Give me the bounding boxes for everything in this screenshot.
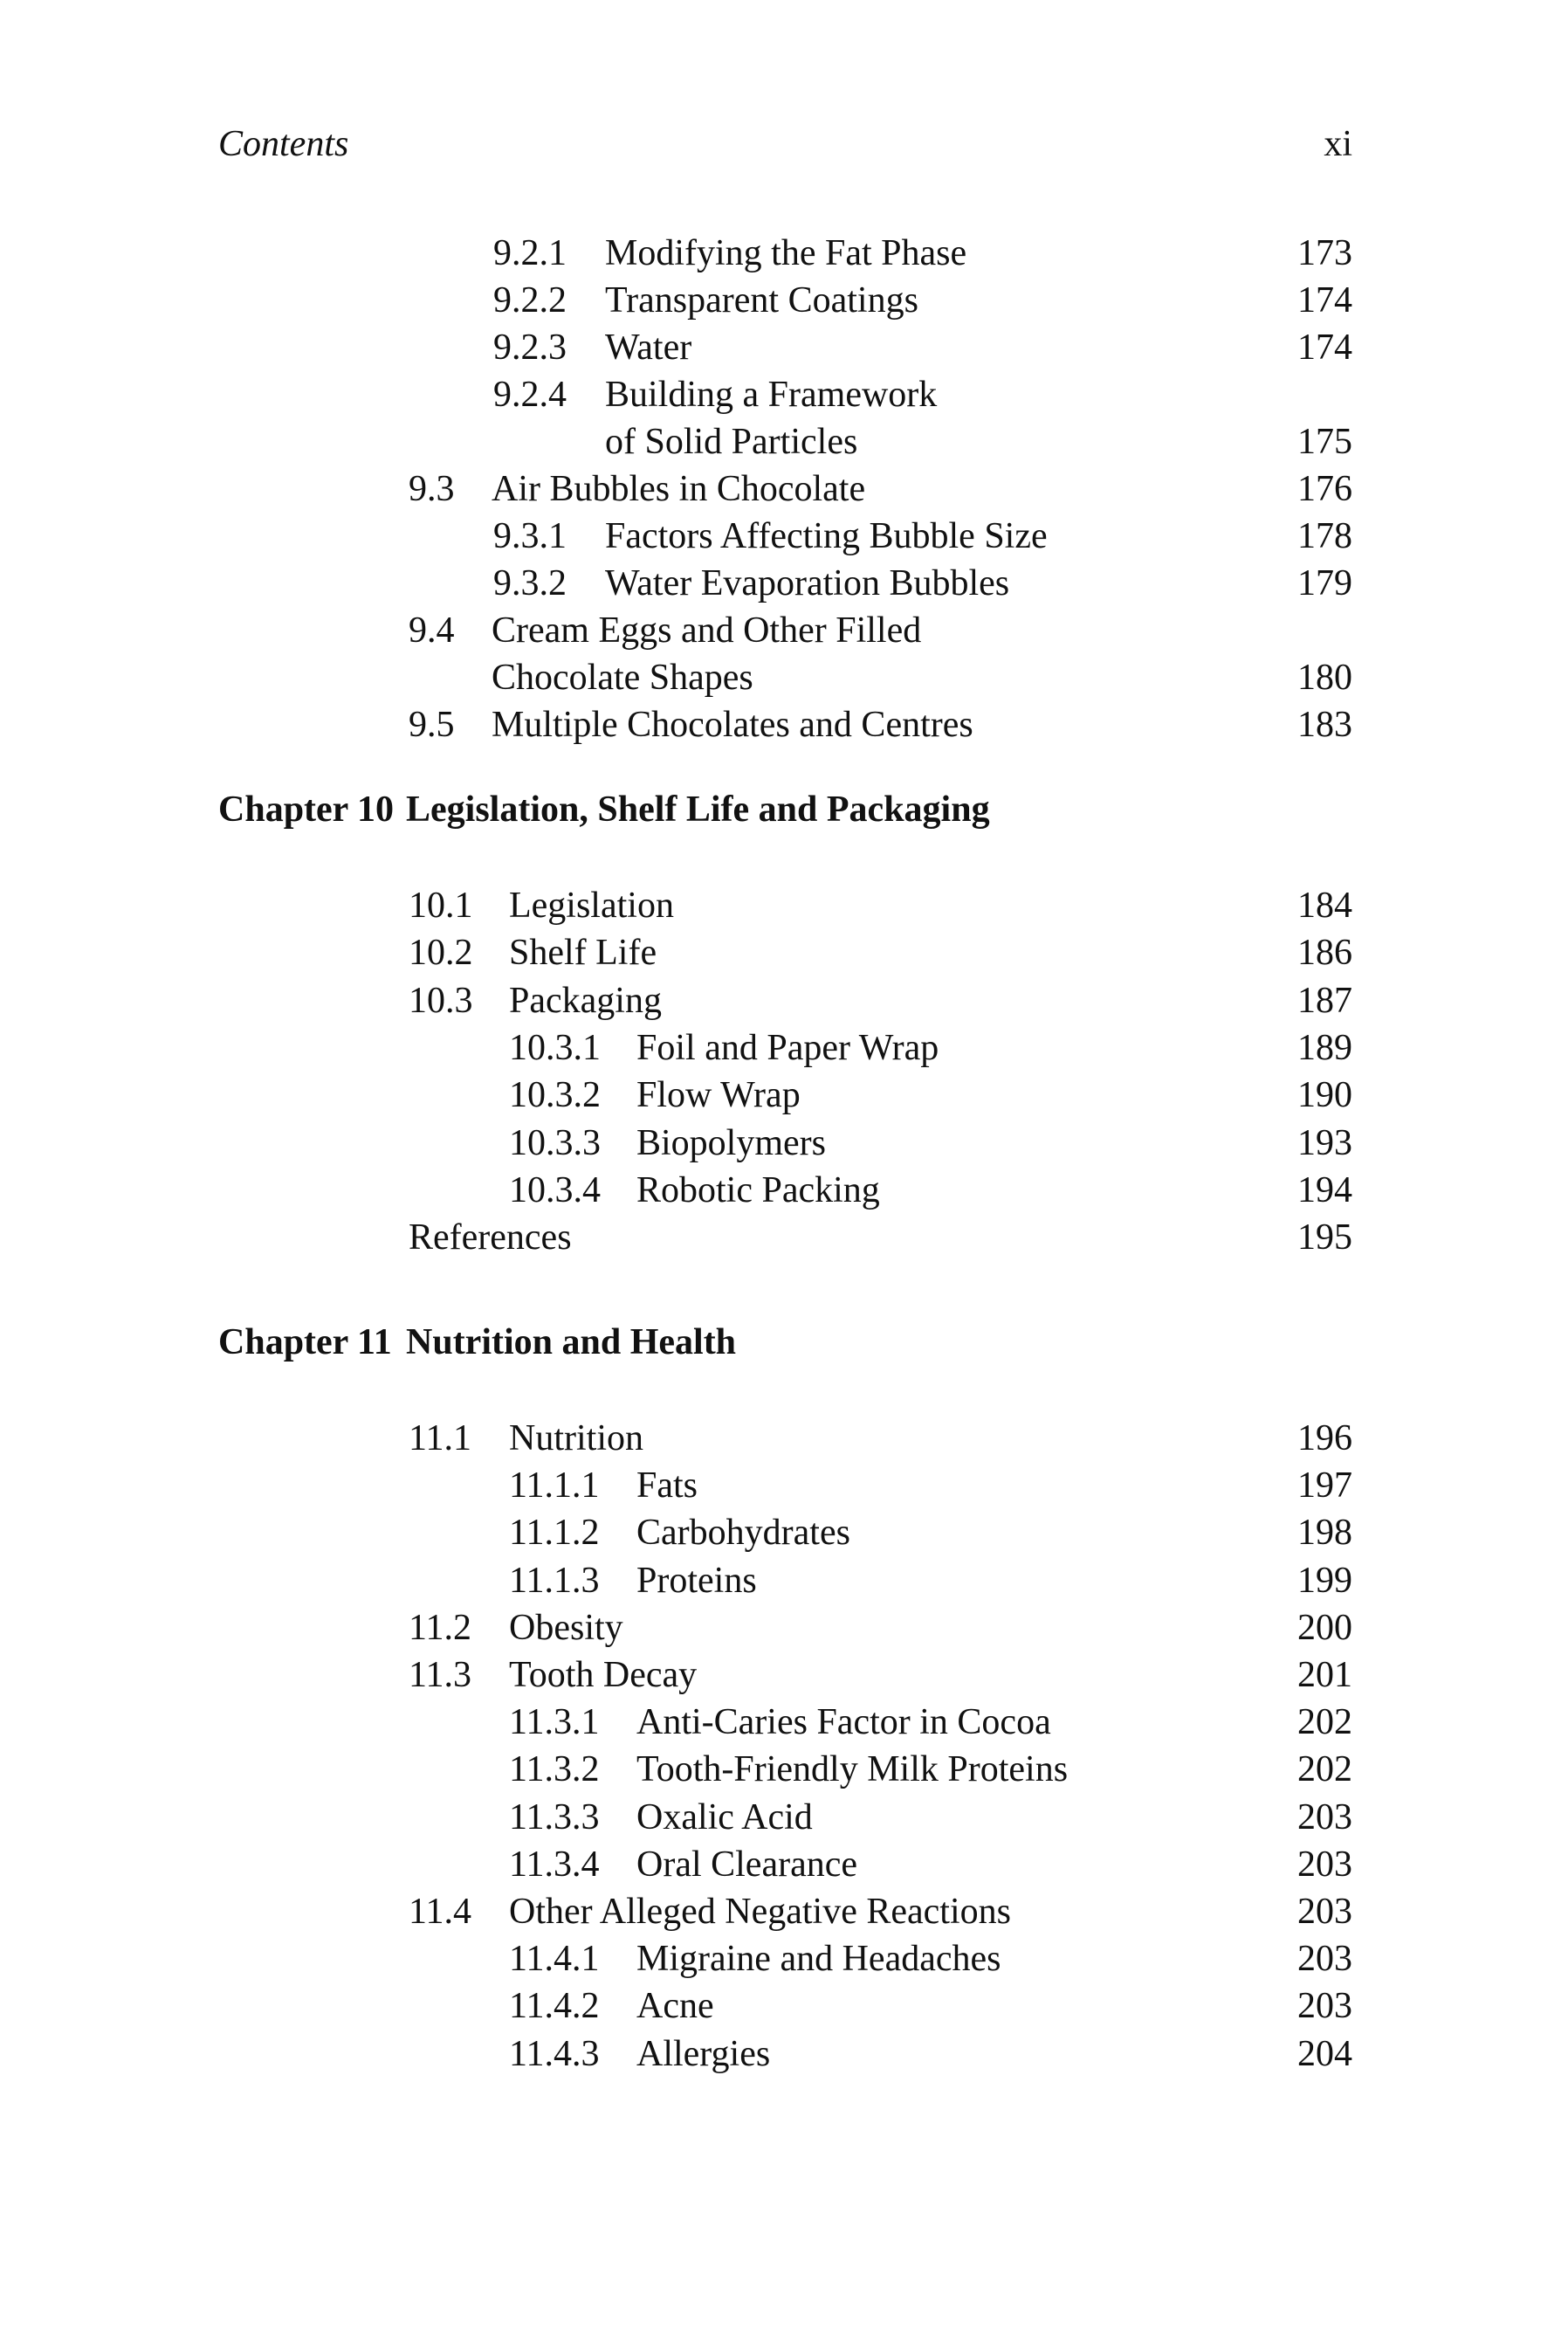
toc-entry (0, 513, 1568, 560)
section-number: 9.3.1 (493, 516, 567, 556)
section-page-number: 203 (1297, 1892, 1352, 1932)
toc-entry (0, 1841, 1568, 1888)
section-page-number: 193 (1297, 1122, 1352, 1163)
toc-entry (0, 882, 1568, 929)
toc-entry (0, 607, 1568, 654)
toc-entry (0, 1935, 1568, 1982)
section-number: 11.3.1 (509, 1702, 600, 1743)
section-number: 11.1.1 (509, 1465, 600, 1506)
toc-entry (0, 1072, 1568, 1119)
section-title: Foil and Paper Wrap (636, 1027, 939, 1068)
section-page-number: 202 (1297, 1749, 1352, 1790)
section-number: 11.4.2 (509, 1986, 600, 2027)
section-page-number: 200 (1297, 1607, 1352, 1648)
toc-entry (0, 1982, 1568, 2030)
section-number: 9.2.2 (493, 280, 567, 321)
toc-entry (0, 324, 1568, 371)
section-page-number: 203 (1297, 1986, 1352, 2027)
section-title: References (409, 1217, 572, 1258)
section-title: Fats (636, 1465, 698, 1506)
section-title: Obesity (509, 1607, 623, 1648)
section-number: 9.2.1 (493, 233, 567, 273)
section-number: 11.1 (409, 1418, 471, 1458)
section-number: 11.3 (409, 1655, 471, 1695)
section-number: 11.3.4 (509, 1844, 600, 1885)
section-number: 11.1.3 (509, 1560, 600, 1601)
section-number: 9.3 (409, 469, 455, 509)
chapter-10-heading (0, 786, 1568, 833)
section-page-number: 198 (1297, 1513, 1352, 1554)
section-number: 10.3.2 (509, 1075, 601, 1116)
section-number: 11.4 (409, 1892, 471, 1932)
section-page-number: 190 (1297, 1075, 1352, 1116)
section-page-number: 195 (1297, 1217, 1352, 1258)
toc-entry (0, 1557, 1568, 1604)
section-title: Anti-Caries Factor in Cocoa (636, 1702, 1051, 1743)
section-title: Carbohydrates (636, 1513, 850, 1554)
section-page-number: 199 (1297, 1560, 1352, 1601)
section-page-number: 194 (1297, 1169, 1352, 1210)
section-title: Tooth-Friendly Milk Proteins (636, 1749, 1069, 1790)
toc-entry (0, 418, 1568, 465)
section-page-number: 178 (1297, 516, 1352, 556)
toc-entry (0, 701, 1568, 748)
section-title: Multiple Chocolates and Centres (492, 705, 973, 745)
section-title: Shelf Life (509, 933, 657, 974)
section-page-number: 186 (1297, 933, 1352, 974)
section-title: Tooth Decay (509, 1655, 698, 1695)
section-number: 11.1.2 (509, 1513, 600, 1554)
section-title: Oral Clearance (636, 1844, 858, 1885)
chapter-11-heading (0, 1319, 1568, 1366)
chapter-title: Nutrition and Health (406, 1322, 737, 1362)
section-page-number: 179 (1297, 563, 1352, 603)
toc-entry (0, 1699, 1568, 1746)
toc-entry (0, 1167, 1568, 1214)
section-page-number: 204 (1297, 2033, 1352, 2074)
toc-entry (0, 277, 1568, 324)
section-title: Legislation (509, 886, 674, 926)
section-number: 9.5 (409, 705, 455, 745)
chapter-label: Chapter 11 (218, 1322, 392, 1362)
toc-entry (0, 1214, 1568, 1261)
section-title: Acne (636, 1986, 714, 2027)
section-number: 11.3.2 (509, 1749, 600, 1790)
toc-entry (0, 1651, 1568, 1699)
toc-entry (0, 230, 1568, 277)
toc-entry (0, 1509, 1568, 1556)
section-title: Cream Eggs and Other Filled (492, 610, 922, 651)
toc-entry (0, 1415, 1568, 1462)
section-page-number: 174 (1297, 327, 1352, 368)
section-title: Migraine and Headaches (636, 1939, 1001, 1980)
chapter-title: Legislation, Shelf Life and Packaging (406, 789, 990, 830)
toc-entry (0, 654, 1568, 701)
section-title: Biopolymers (636, 1122, 826, 1163)
page-number: xi (1324, 124, 1352, 164)
section-title: Air Bubbles in Chocolate (492, 469, 866, 509)
toc-entry (0, 1604, 1568, 1651)
section-page-number: 203 (1297, 1844, 1352, 1885)
section-number: 10.1 (409, 886, 473, 926)
toc-entry (0, 1462, 1568, 1509)
section-title: Transparent Coatings (605, 280, 918, 321)
section-title: Flow Wrap (636, 1075, 801, 1116)
section-page-number: 187 (1297, 980, 1352, 1021)
section-number: 9.2.3 (493, 327, 567, 368)
section-number: 11.3.3 (509, 1796, 600, 1837)
toc-entry (0, 1888, 1568, 1935)
section-number: 9.4 (409, 610, 455, 651)
section-number: 11.4.3 (509, 2033, 600, 2074)
toc-entry (0, 1024, 1568, 1072)
section-title: Packaging (509, 980, 662, 1021)
section-title: Water Evaporation Bubbles (605, 563, 1010, 603)
section-title: Allergies (636, 2033, 771, 2074)
section-page-number: 184 (1297, 886, 1352, 926)
section-number: 10.3 (409, 980, 473, 1021)
section-page-number: 173 (1297, 233, 1352, 273)
section-page-number: 201 (1297, 1655, 1352, 1695)
section-page-number: 196 (1297, 1418, 1352, 1458)
section-page-number: 180 (1297, 658, 1352, 698)
section-page-number: 175 (1297, 422, 1352, 462)
section-title: Other Alleged Negative Reactions (509, 1892, 1011, 1932)
section-number: 10.3.3 (509, 1122, 601, 1163)
toc-entry (0, 465, 1568, 513)
section-title: Factors Affecting Bubble Size (605, 516, 1048, 556)
toc-entry (0, 371, 1568, 418)
section-number: 10.2 (409, 933, 473, 974)
section-number: 10.3.1 (509, 1027, 601, 1068)
section-title: Chocolate Shapes (492, 658, 753, 698)
section-number: 11.2 (409, 1607, 471, 1648)
toc-entry (0, 2030, 1568, 2078)
toc-entry (0, 1746, 1568, 1793)
section-page-number: 189 (1297, 1027, 1352, 1068)
section-title: Oxalic Acid (636, 1796, 813, 1837)
section-page-number: 183 (1297, 705, 1352, 745)
section-page-number: 174 (1297, 280, 1352, 321)
section-page-number: 176 (1297, 469, 1352, 509)
toc-entry (0, 1794, 1568, 1841)
toc-entry (0, 1120, 1568, 1167)
section-title: Modifying the Fat Phase (605, 233, 967, 273)
section-title: Proteins (636, 1560, 757, 1601)
section-page-number: 202 (1297, 1702, 1352, 1743)
section-number: 9.2.4 (493, 375, 567, 415)
section-title: of Solid Particles (605, 422, 858, 462)
section-title: Nutrition (509, 1418, 643, 1458)
running-header-title: Contents (218, 124, 349, 164)
section-number: 11.4.1 (509, 1939, 600, 1980)
section-page-number: 203 (1297, 1796, 1352, 1837)
section-page-number: 197 (1297, 1465, 1352, 1506)
section-title: Water (605, 327, 692, 368)
section-page-number: 203 (1297, 1939, 1352, 1980)
section-title: Building a Framework (605, 375, 938, 415)
section-number: 9.3.2 (493, 563, 567, 603)
toc-entry (0, 977, 1568, 1024)
toc-entry (0, 929, 1568, 976)
chapter-label: Chapter 10 (218, 789, 395, 830)
toc-entry (0, 560, 1568, 607)
section-number: 10.3.4 (509, 1169, 601, 1210)
section-title: Robotic Packing (636, 1169, 880, 1210)
